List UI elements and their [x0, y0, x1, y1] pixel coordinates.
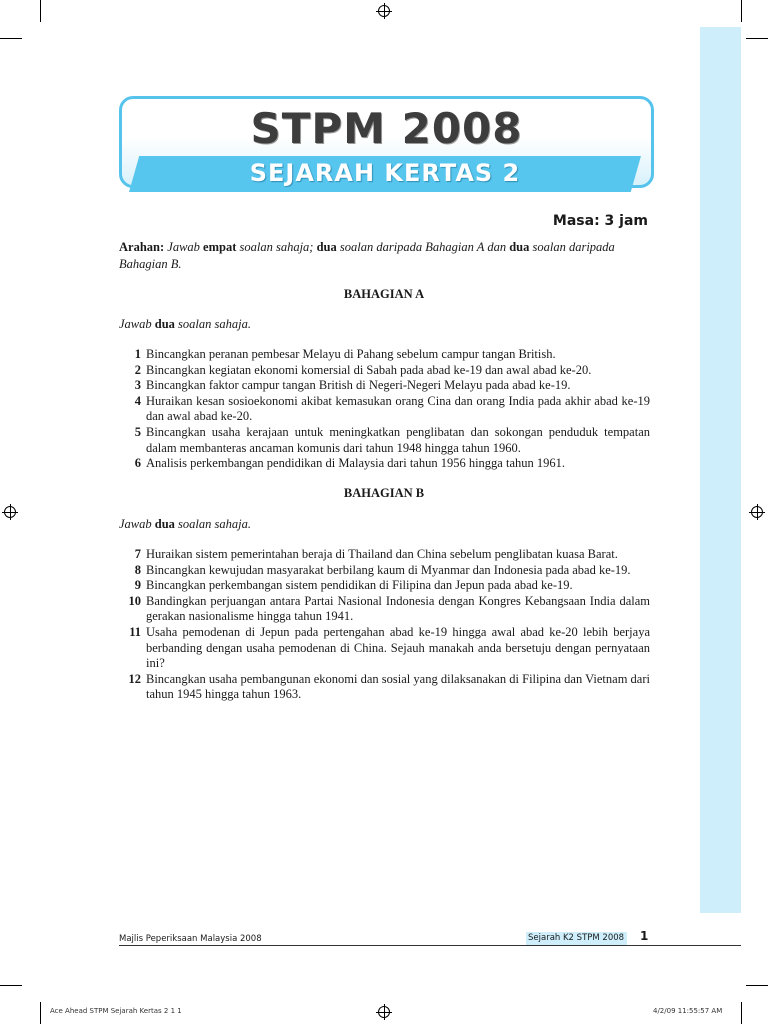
- instructions-text: soalan daripada Bahagian A dan: [339, 240, 507, 254]
- question-item: [119, 563, 650, 579]
- crop-mark: [0, 985, 22, 986]
- question-number: 10: [128, 593, 141, 608]
- instruction-emphasis: dua: [154, 517, 175, 531]
- question-number: 12: [128, 671, 141, 686]
- instructions-text: soalan sahaja;: [239, 240, 314, 254]
- crop-mark: [746, 985, 768, 986]
- footer-publisher: Majlis Peperiksaan Malaysia 2008: [119, 934, 262, 944]
- question-text: Bincangkan usaha pembangunan ekonomi dan sosial yang dilaksanakan di Filipina dan Vietnam dari tahun 1945 hingga tahun 1963.: [146, 671, 650, 702]
- section-b-questions: [119, 547, 650, 703]
- page-number: 1: [640, 929, 649, 943]
- question-item: [119, 672, 650, 703]
- question-number: 7: [134, 547, 141, 561]
- footer-divider: [119, 945, 741, 946]
- crop-mark: [0, 38, 22, 39]
- instruction-text: soalan sahaja.: [178, 517, 251, 531]
- crop-mark: [746, 38, 768, 39]
- instructions-label: Arahan:: [119, 240, 165, 254]
- question-number: 2: [134, 362, 141, 377]
- question-number: 11: [129, 624, 141, 639]
- question-number: 6: [134, 456, 141, 471]
- question-item: [119, 378, 650, 394]
- question-item: [119, 594, 650, 625]
- question-text: Bincangkan peranan pembesar Melayu di Pahang sebelum campur tangan British.: [146, 347, 556, 361]
- question-text: Bincangkan usaha kerajaan untuk meningkatkan penglibatan dan sokongan penduduk tempatan dalam membanteras ancaman komunis dari tahun 1948 hingga tahun 1960.: [146, 424, 650, 455]
- print-slug-date: 4/2/09 11:55:57 AM: [653, 1007, 723, 1015]
- registration-mark-icon: [378, 1006, 390, 1018]
- question-number: 1: [134, 347, 141, 361]
- question-text: Bincangkan perkembangan sistem pendidikan di Filipina dan Jepun pada abad ke-19.: [146, 578, 573, 593]
- instruction-emphasis: dua: [154, 317, 175, 331]
- crop-mark: [741, 0, 742, 22]
- instructions-text: soalan daripada Bahagian B.: [119, 240, 615, 271]
- question-item: [119, 394, 650, 425]
- instruction-text: Jawab: [119, 517, 152, 531]
- instructions-emphasis: dua: [509, 240, 530, 254]
- instruction-text: soalan sahaja.: [178, 317, 251, 331]
- registration-mark-icon: [378, 5, 390, 17]
- section-b-heading: BAHAGIAN B: [343, 486, 425, 500]
- crop-mark: [40, 1002, 41, 1024]
- question-text: Huraikan kesan sosioekonomi akibat kemasukan orang Cina dan orang India pada akhir abad ke-19 dan awal abad ke-20.: [146, 393, 650, 424]
- section-a-heading: BAHAGIAN A: [343, 287, 425, 301]
- crop-mark: [741, 1002, 742, 1024]
- question-number: 8: [134, 562, 141, 577]
- question-item: [119, 425, 650, 456]
- question-item: [119, 547, 650, 563]
- question-text: Bincangkan faktor campur tangan British di Negeri-Negeri Melayu pada abad ke-19.: [146, 378, 571, 393]
- question-item: [119, 578, 650, 594]
- question-number: 4: [134, 393, 141, 408]
- footer-subject: Sejarah K2 STPM 2008: [526, 932, 627, 945]
- crop-mark: [40, 0, 41, 22]
- instructions-emphasis: empat: [203, 240, 237, 254]
- question-number: 9: [134, 578, 141, 593]
- registration-mark-icon: [751, 506, 763, 518]
- question-number: 5: [134, 424, 141, 439]
- question-text: Bincangkan kegiatan ekonomi komersial di Sabah pada abad ke-19 dan awal abad ke-20.: [146, 362, 592, 377]
- instruction-text: Jawab: [119, 317, 152, 331]
- question-text: Analisis perkembangan pendidikan di Malaysia dari tahun 1956 hingga tahun 1961.: [146, 456, 566, 471]
- side-color-band: [700, 27, 741, 913]
- instructions: [119, 239, 649, 273]
- registration-mark-icon: [4, 506, 16, 518]
- print-slug-file: Ace Ahead STPM Sejarah Kertas 2 1 1: [50, 1007, 182, 1015]
- page-subtitle: SEJARAH KERTAS 2: [249, 159, 521, 187]
- question-text: Bandingkan perjuangan antara Partai Nasional Indonesia dengan Kongres Kebangsaan India dalam gerakan nasionalisme hingga tahun 1941.: [146, 593, 650, 624]
- instructions-text: Jawab: [167, 240, 200, 254]
- section-a-questions: [119, 347, 650, 472]
- question-number: 3: [134, 378, 141, 393]
- instructions-emphasis: dua: [316, 240, 337, 254]
- question-item: [119, 347, 650, 363]
- section-b-instruction: [119, 517, 251, 532]
- question-text: Bincangkan kewujudan masyarakat berbilang kaum di Myanmar dan Indonesia pada abad ke-19.: [146, 562, 631, 577]
- question-item: [119, 456, 650, 472]
- question-text: Usaha pemodenan di Jepun pada pertengahan abad ke-19 hingga awal abad ke-20 lebih berjaya berbanding dengan usaha pemodenan di China. Sejauh manakah anda bersetuju dengan pernyataan ini?: [146, 624, 650, 671]
- question-item: [119, 363, 650, 379]
- exam-duration: Masa: 3 jam: [552, 213, 648, 229]
- question-text: Huraikan sistem pemerintahan beraja di Thailand dan China sebelum penglibatan kuasa Barat.: [146, 547, 618, 561]
- section-a-instruction: [119, 317, 251, 332]
- page-title: STPM 2008: [250, 104, 523, 153]
- question-item: [119, 625, 650, 672]
